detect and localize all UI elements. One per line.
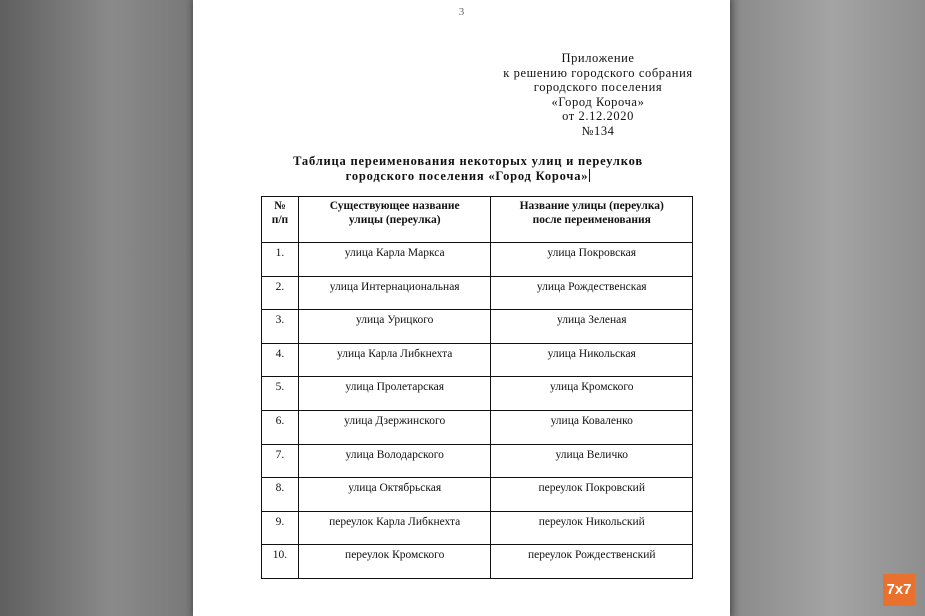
table-row xyxy=(262,545,693,579)
document-title xyxy=(253,154,683,183)
row-number: 8. xyxy=(262,478,299,512)
existing-name-cell: улица Дзержинского xyxy=(298,410,491,444)
appendix-line: №134 xyxy=(581,123,615,138)
watermark-logo: 7x7 xyxy=(883,574,915,606)
new-name-cell: улица Коваленко xyxy=(491,410,693,444)
appendix-line: к решению городского собрания xyxy=(503,65,693,80)
existing-name-cell: улица Октябрьская xyxy=(298,478,491,512)
table-row xyxy=(262,511,693,545)
table-row xyxy=(262,276,693,310)
page-number: 3 xyxy=(458,6,465,18)
existing-name-cell: улица Карла Маркса xyxy=(298,243,491,277)
new-name-cell: улица Рождественская xyxy=(491,276,693,310)
new-name-cell: улица Зеленая xyxy=(491,310,693,344)
header-number xyxy=(262,197,299,243)
existing-name-cell: переулок Карла Либкнехта xyxy=(298,511,491,545)
new-name-cell: улица Кромского xyxy=(491,377,693,411)
new-name-cell: переулок Никольский xyxy=(491,511,693,545)
new-name-cell: улица Величко xyxy=(491,444,693,478)
appendix-line: от 2.12.2020 xyxy=(562,109,634,124)
appendix-header xyxy=(488,51,708,139)
row-number: 10. xyxy=(262,545,299,579)
document-page xyxy=(193,0,730,616)
new-name-cell: переулок Покровский xyxy=(491,478,693,512)
table-row xyxy=(262,243,693,277)
row-number: 2. xyxy=(262,276,299,310)
existing-name-cell: улица Интернациональная xyxy=(298,276,491,310)
row-number: 1. xyxy=(262,243,299,277)
header-new-name xyxy=(491,197,693,243)
table-row xyxy=(262,444,693,478)
appendix-line: городского поселения xyxy=(533,80,663,95)
existing-name-cell: улица Володарского xyxy=(298,444,491,478)
header-existing-line-2: улицы (переулка) xyxy=(348,214,441,226)
existing-name-cell: улица Пролетарская xyxy=(298,377,491,411)
row-number: 5. xyxy=(262,377,299,411)
row-number: 4. xyxy=(262,343,299,377)
existing-name-cell: переулок Кромского xyxy=(298,545,491,579)
row-number: 3. xyxy=(262,310,299,344)
header-number-line-2: п/п xyxy=(271,214,289,226)
new-name-cell: переулок Рождественский xyxy=(491,545,693,579)
text-cursor xyxy=(589,169,590,182)
header-existing-line-1: Существующее название xyxy=(329,200,460,212)
row-number: 6. xyxy=(262,410,299,444)
appendix-line: «Город Короча» xyxy=(551,94,645,109)
table-row xyxy=(262,377,693,411)
appendix-line: Приложение xyxy=(561,51,635,65)
new-name-cell: улица Покровская xyxy=(491,243,693,277)
row-number: 7. xyxy=(262,444,299,478)
header-number-line-1: № xyxy=(274,200,286,212)
table-row xyxy=(262,478,693,512)
new-name-cell: улица Никольская xyxy=(491,343,693,377)
existing-name-cell: улица Карла Либкнехта xyxy=(298,343,491,377)
table-row xyxy=(262,343,693,377)
renaming-table xyxy=(261,196,693,579)
row-number: 9. xyxy=(262,511,299,545)
title-line-2-wrap xyxy=(253,169,683,184)
title-line-2: городского поселения «Город Короча» xyxy=(345,168,589,183)
table-row xyxy=(262,310,693,344)
table-header-row xyxy=(262,197,693,243)
table-row xyxy=(262,410,693,444)
existing-name-cell: улица Урицкого xyxy=(298,310,491,344)
title-line-1: Таблица переименования некоторых улиц и переулков xyxy=(293,154,643,168)
header-new-line-2: после переименования xyxy=(532,214,651,226)
header-new-line-1: Название улицы (переулка) xyxy=(519,200,664,212)
header-existing-name xyxy=(298,197,491,243)
